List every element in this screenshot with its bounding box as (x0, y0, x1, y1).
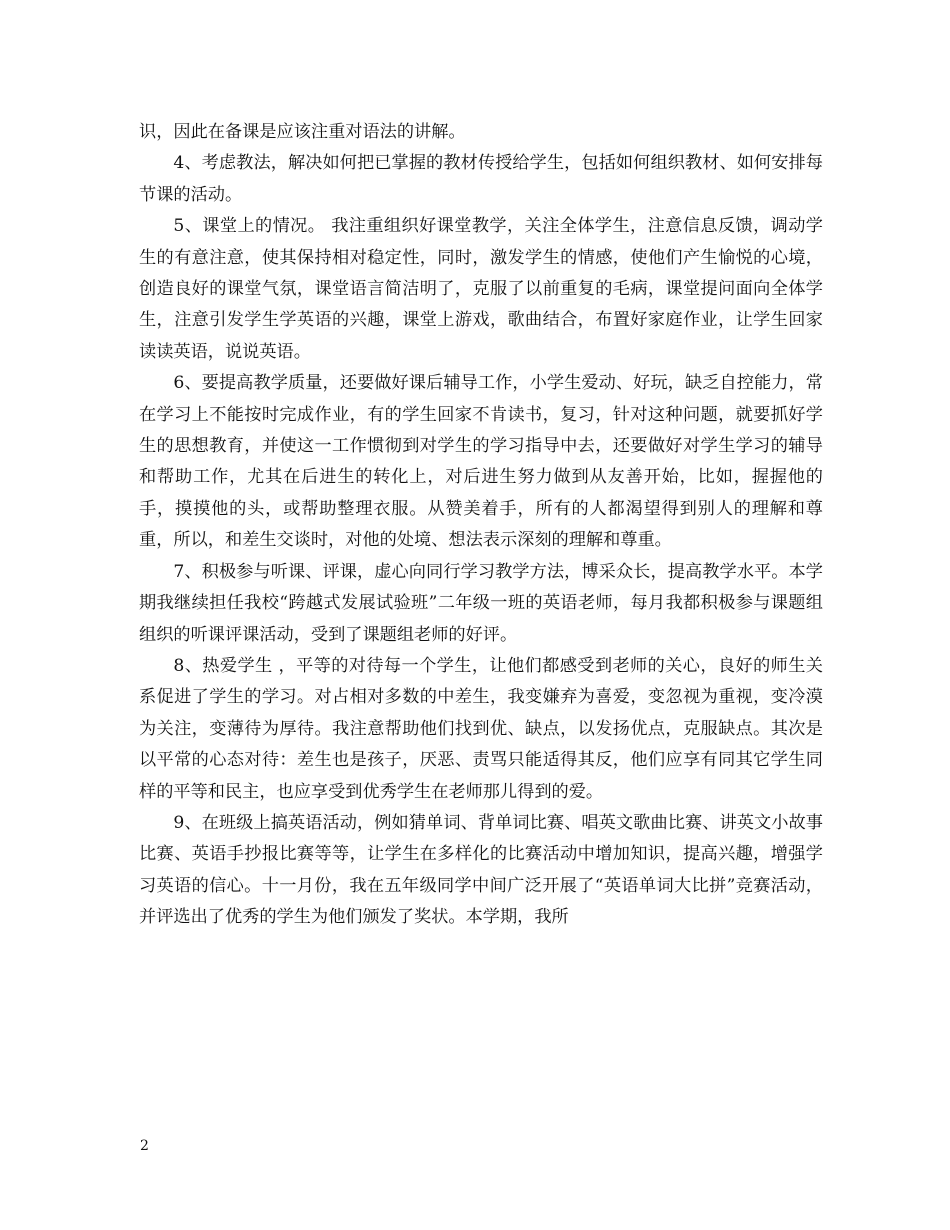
paragraph-item-9: 9、在班级上搞英语活动，例如猜单词、背单词比赛、唱英文歌曲比赛、讲英文小故事比赛、英语手抄报比赛等等，让学生在多样化的比赛活动中增加知识，提高兴趣，增强学习英语的信心。十一月份，我在五年级同学中间广泛开展了“英语单词大比拼”竞赛活动，并评选出了优秀的学生为他们颁发了奖状。本学期，我所 (139, 812, 823, 928)
page-number: 2 (140, 1138, 149, 1154)
paragraph-item-5: 5、课堂上的情况。 我注重组织好课堂教学，关注全体学生，注意信息反馈，调动学生的有意注意，使其保持相对稳定性，同时，激发学生的情感，使他们产生愉悦的心境，创造良好的课堂气氛，课堂语言简洁明了，克服了以前重复的毛病，课堂提问面向全体学生，注意引发学生学英语的兴趣，课堂上游戏，歌曲结合，布置好家庭作业，让学生回家读读英语，说说英语。 (139, 216, 823, 362)
paragraph-item-7: 7、积极参与听课、评课，虚心向同行学习教学方法，博采众长，提高教学水平。本学期我继续担任我校“跨越式发展试验班”二年级一班的英语老师，每月我都积极参与课题组组织的听课评课活动，受到了课题组老师的好评。 (139, 561, 823, 645)
paragraph-continuation: 识，因此在备课是应该注重对语法的讲解。 (139, 122, 466, 142)
paragraph-item-4: 4、考虑教法，解决如何把已掌握的教材传授给学生，包括如何组织教材、如何安排每节课的活动。 (139, 153, 823, 205)
document-body (139, 117, 823, 934)
paragraph-item-6: 6、要提高教学质量，还要做好课后辅导工作，小学生爱动、好玩，缺乏自控能力，常在学习上不能按时完成作业，有的学生回家不肯读书，复习，针对这种问题，就要抓好学生的思想教育，并使这一工作惯彻到对学生的学习指导中去，还要做好对学生学习的辅导和帮助工作，尤其在后进生的转化上，对后进生努力做到从友善开始，比如，握握他的手，摸摸他的头，或帮助整理衣服。从赞美着手，所有的人都渴望得到别人的理解和尊重，所以，和差生交谈时，对他的处境、想法表示深刻的理解和尊重。 (139, 373, 823, 551)
paragraph-item-8: 8、热爱学生 ，平等的对待每一个学生，让他们都感受到老师的关心，良好的师生关系促进了学生的学习。对占相对多数的中差生，我变嫌弃为喜爱，变忽视为重视，变冷漠为关注，变薄待为厚待。我注意帮助他们找到优、缺点，以发扬优点，克服缺点。其次是以平常的心态对待：差生也是孩子，厌恶、责骂只能适得其反，他们应享有同其它学生同样的平等和民主，也应享受到优秀学生在老师那儿得到的爱。 (139, 655, 823, 802)
